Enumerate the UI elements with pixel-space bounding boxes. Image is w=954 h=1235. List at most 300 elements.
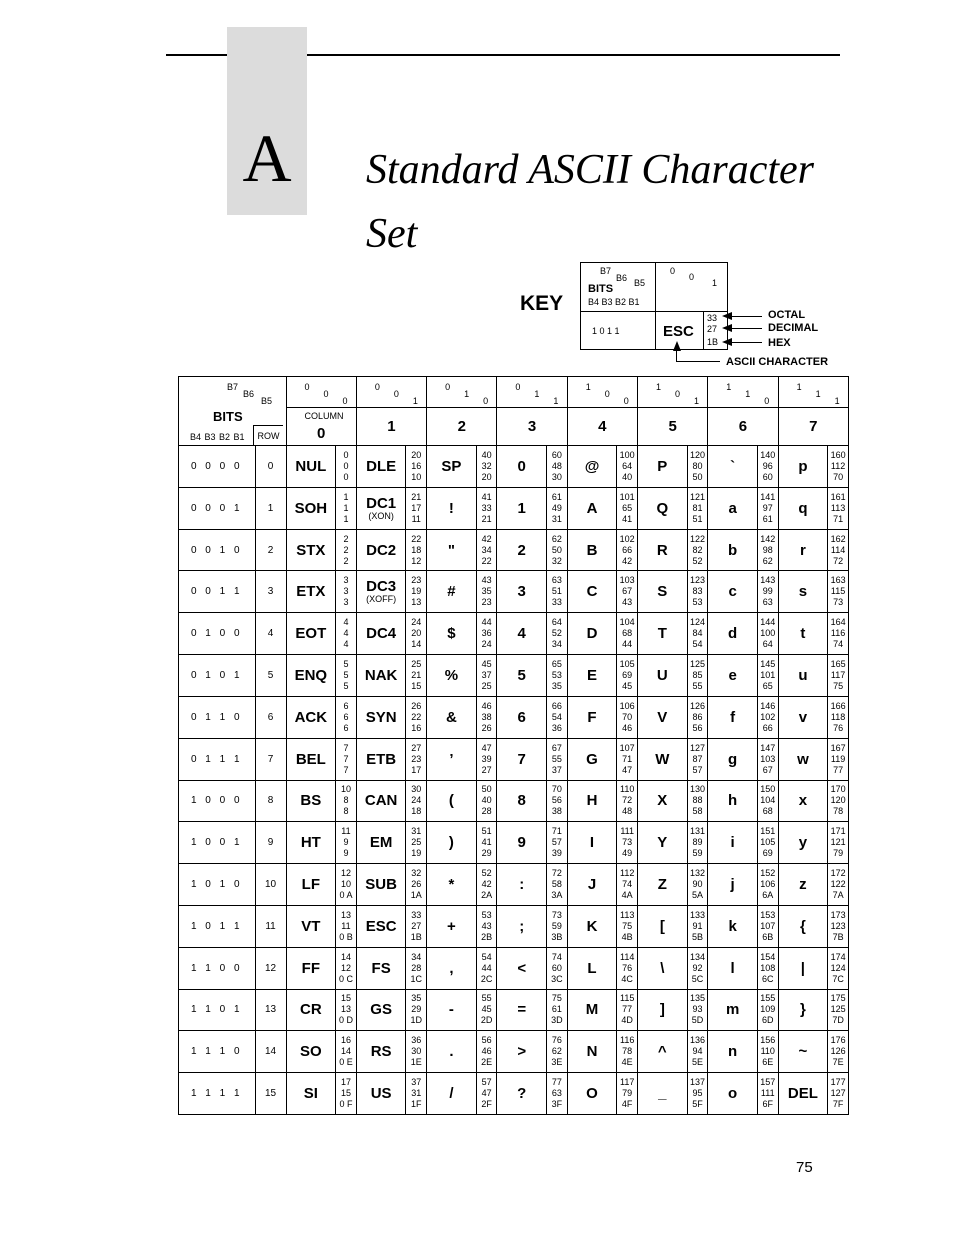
- character-codes: [547, 446, 568, 488]
- character-glyph: K: [586, 917, 598, 935]
- col-bit-b7: 0: [515, 382, 521, 392]
- octal-value: 165: [830, 658, 846, 669]
- octal-value: 176: [830, 1035, 846, 1046]
- octal-value: 172: [830, 868, 846, 879]
- decimal-value: 81: [692, 502, 703, 513]
- character-glyph: =: [517, 1001, 527, 1019]
- character-codes: [336, 655, 357, 697]
- character-glyph: 5: [517, 666, 526, 684]
- character-codes: [336, 571, 357, 613]
- ascii-character: [638, 696, 688, 738]
- ascii-character: [778, 655, 828, 697]
- decimal-value: 64: [622, 460, 633, 471]
- octal-value: 43: [481, 575, 492, 586]
- character-codes: [757, 780, 778, 822]
- column-number: 1: [356, 408, 426, 446]
- decimal-value: 21: [411, 669, 422, 680]
- character-codes: [828, 1073, 849, 1115]
- column-bits: [567, 377, 637, 408]
- hex-value: 19: [411, 848, 422, 859]
- character-codes: [336, 738, 357, 780]
- hex-value: 3F: [551, 1099, 563, 1110]
- character-glyph: o: [728, 1085, 738, 1103]
- octal-value: 110: [619, 784, 635, 795]
- hex-value: 7A: [832, 890, 844, 901]
- ascii-character: [286, 487, 336, 529]
- hex-value: 75: [833, 680, 844, 691]
- character-glyph: y: [798, 834, 808, 852]
- character-codes: [828, 446, 849, 488]
- octal-value: 51: [481, 826, 492, 837]
- row-bits: 0 1 0 0: [179, 613, 256, 655]
- ascii-character: [567, 947, 617, 989]
- hex-value: 18: [411, 806, 422, 817]
- character-glyph: X: [657, 792, 668, 810]
- row-bits: 0 1 0 1: [179, 655, 256, 697]
- hex-value: 2D: [480, 1015, 493, 1026]
- column-bits: [356, 377, 426, 408]
- character-codes: [757, 446, 778, 488]
- col-bit-b6: 1: [745, 389, 751, 399]
- ascii-character: [427, 1073, 477, 1115]
- character-glyph: DLE: [366, 457, 397, 475]
- character-glyph: z: [799, 876, 807, 894]
- character-glyph: @: [584, 457, 600, 475]
- hex-value: 36: [551, 722, 562, 733]
- decimal-value: 17: [411, 502, 422, 513]
- character-glyph: 6: [517, 708, 526, 726]
- ascii-character: [286, 1073, 336, 1115]
- ascii-character: [427, 822, 477, 864]
- row-bits: 1 0 1 0: [179, 864, 256, 906]
- octal-value: 71: [551, 826, 562, 837]
- octal-value: 77: [551, 1077, 562, 1088]
- octal-value: 64: [551, 617, 562, 628]
- octal-value: 50: [481, 784, 492, 795]
- octal-value: 60: [551, 449, 562, 460]
- character-codes: [406, 613, 427, 655]
- character-codes: [687, 655, 708, 697]
- table-row: [179, 780, 849, 822]
- character-note: (XOFF): [366, 594, 397, 605]
- character-glyph: EM: [369, 834, 393, 852]
- ascii-character: [567, 613, 617, 655]
- ascii-character: [638, 1073, 688, 1115]
- character-glyph: 0: [517, 457, 526, 475]
- hex-value: 79: [833, 848, 844, 859]
- ascii-character: [497, 864, 547, 906]
- col-bit-b5: 1: [412, 396, 418, 406]
- ascii-character: [497, 1031, 547, 1073]
- row-number: 14: [255, 1031, 286, 1073]
- ascii-character: [427, 1031, 477, 1073]
- decimal-value: 118: [830, 711, 846, 722]
- row-number: 2: [255, 529, 286, 571]
- decimal-value: 50: [551, 544, 562, 555]
- character-glyph: v: [798, 708, 808, 726]
- character-glyph: R: [656, 541, 668, 559]
- hex-value: 61: [762, 513, 773, 524]
- hex-value: 7D: [832, 1015, 844, 1026]
- ascii-character: [356, 947, 406, 989]
- decimal-value: 4: [343, 628, 349, 639]
- row-number: 13: [255, 989, 286, 1031]
- octal-value: 136: [689, 1035, 705, 1046]
- ascii-character: [427, 655, 477, 697]
- octal-value: 63: [551, 575, 562, 586]
- character-codes: [406, 738, 427, 780]
- row-bits: 0 1 1 0: [179, 696, 256, 738]
- key-divider: [581, 311, 727, 312]
- decimal-value: 11: [341, 920, 351, 931]
- decimal-value: 123: [830, 920, 846, 931]
- ascii-character: [356, 487, 406, 529]
- hex-value: 2A: [481, 890, 493, 901]
- character-codes: [547, 696, 568, 738]
- octal-value: 151: [760, 826, 776, 837]
- decimal-value: 27: [411, 920, 422, 931]
- character-codes: [406, 947, 427, 989]
- character-glyph: 8: [517, 792, 526, 810]
- octal-value: 125: [689, 658, 705, 669]
- octal-value: 166: [830, 700, 846, 711]
- character-glyph: G: [586, 750, 598, 768]
- character-codes: [687, 1073, 708, 1115]
- character-glyph: SUB: [365, 876, 397, 894]
- column-number: 4: [567, 408, 637, 446]
- decimal-value: 20: [411, 628, 422, 639]
- character-glyph: }: [799, 1001, 806, 1019]
- octal-value: 156: [760, 1035, 776, 1046]
- character-glyph: F: [587, 708, 597, 726]
- character-glyph: 7: [517, 750, 526, 768]
- decimal-value: 5: [343, 669, 349, 680]
- character-glyph: e: [728, 666, 737, 684]
- ascii-character: [356, 822, 406, 864]
- octal-value: 75: [551, 993, 562, 1004]
- character-glyph: r: [799, 541, 806, 559]
- ascii-character: [427, 529, 477, 571]
- octal-value: 22: [411, 533, 422, 544]
- character-codes: [476, 487, 497, 529]
- ascii-character: [638, 905, 688, 947]
- decimal-value: 40: [481, 795, 492, 806]
- hex-value: 4F: [621, 1099, 633, 1110]
- ascii-character: [427, 864, 477, 906]
- character-note: (XON): [368, 510, 394, 521]
- header-bits-low: B4 B3 B2 B1: [190, 432, 245, 442]
- col-bit-b5: 0: [764, 396, 770, 406]
- character-codes: [757, 822, 778, 864]
- table-row: [179, 989, 849, 1031]
- character-glyph: V: [657, 708, 668, 726]
- character-codes: [617, 696, 638, 738]
- ascii-character: [356, 864, 406, 906]
- octal-value: 153: [760, 909, 776, 920]
- character-codes: [617, 613, 638, 655]
- hex-value: 41: [622, 513, 633, 524]
- octal-value: 20: [411, 449, 422, 460]
- character-glyph: |: [800, 959, 805, 977]
- ascii-character: [778, 696, 828, 738]
- hex-value: 63: [762, 597, 773, 608]
- hex-value: 3: [343, 597, 349, 608]
- ascii-character: [567, 1031, 617, 1073]
- decimal-value: 127: [830, 1088, 846, 1099]
- character-codes: [687, 613, 708, 655]
- character-codes: [476, 446, 497, 488]
- hex-value: 55: [692, 680, 703, 691]
- ascii-character: [497, 1073, 547, 1115]
- character-glyph: RS: [370, 1043, 392, 1061]
- character-codes: [406, 1073, 427, 1115]
- character-glyph: H: [586, 792, 598, 810]
- ascii-character: [778, 989, 828, 1031]
- key-char: ESC: [663, 323, 694, 340]
- hex-value: 38: [551, 806, 562, 817]
- ascii-character: [286, 529, 336, 571]
- octal-value: 31: [411, 826, 422, 837]
- decimal-value: 120: [830, 795, 846, 806]
- character-codes: [687, 571, 708, 613]
- character-codes: [336, 864, 357, 906]
- ascii-character: [567, 1073, 617, 1115]
- character-codes: [757, 905, 778, 947]
- ascii-character: [497, 738, 547, 780]
- row-bits: 1 0 0 0: [179, 780, 256, 822]
- decimal-value: 24: [411, 795, 422, 806]
- decimal-value: 48: [551, 460, 562, 471]
- hex-value: 0 A: [339, 890, 353, 901]
- decimal-value: 84: [692, 628, 703, 639]
- hex-value: 66: [762, 722, 773, 733]
- column-number: 7: [778, 408, 848, 446]
- character-codes: [617, 905, 638, 947]
- octal-value: 137: [689, 1077, 705, 1088]
- decimal-value: 54: [551, 711, 562, 722]
- character-codes: [617, 529, 638, 571]
- row-word-label: ROW: [253, 425, 283, 445]
- ascii-character: [286, 696, 336, 738]
- ascii-character: [356, 780, 406, 822]
- ascii-character: [778, 780, 828, 822]
- hex-value: 1E: [410, 1057, 422, 1068]
- octal-value: 2: [343, 533, 349, 544]
- hex-value: 0 B: [339, 931, 353, 942]
- header-bit-b5: B5: [261, 396, 273, 406]
- decimal-value: 124: [830, 962, 846, 973]
- octal-value: 142: [760, 533, 776, 544]
- arrow-line: [676, 361, 720, 362]
- ascii-character: [427, 696, 477, 738]
- octal-value: 35: [411, 993, 422, 1004]
- ascii-character: [356, 989, 406, 1031]
- octal-value: 27: [411, 742, 422, 753]
- ascii-character: [567, 696, 617, 738]
- hex-value: 78: [833, 806, 844, 817]
- decimal-value: 90: [692, 879, 703, 890]
- octal-value: 65: [551, 658, 562, 669]
- legend-decimal: DECIMAL: [768, 322, 819, 334]
- page-number: 75: [796, 1159, 813, 1176]
- character-codes: [687, 1031, 708, 1073]
- ascii-character: [567, 738, 617, 780]
- decimal-value: 70: [622, 711, 633, 722]
- hex-value: 1C: [410, 973, 423, 984]
- ascii-character: [427, 989, 477, 1031]
- ascii-character: [427, 738, 477, 780]
- decimal-value: 8: [343, 795, 349, 806]
- character-codes: [406, 655, 427, 697]
- table-row: [179, 613, 849, 655]
- hex-value: 57: [692, 764, 703, 775]
- decimal-value: 34: [481, 544, 492, 555]
- row-bits: 1 0 1 1: [179, 905, 256, 947]
- character-glyph: %: [444, 666, 459, 684]
- character-glyph: N: [586, 1043, 598, 1061]
- decimal-value: 16: [411, 460, 422, 471]
- octal-value: 177: [830, 1077, 846, 1088]
- ascii-character: [708, 947, 758, 989]
- decimal-value: 121: [830, 837, 846, 848]
- character-glyph: {: [799, 917, 806, 935]
- ascii-character: [638, 571, 688, 613]
- character-glyph: b: [728, 541, 738, 559]
- ascii-character: [708, 1031, 758, 1073]
- hex-value: 24: [481, 639, 492, 650]
- octal-value: 13: [340, 909, 351, 920]
- character-glyph: E: [587, 666, 598, 684]
- decimal-value: 49: [551, 502, 562, 513]
- hex-value: 7F: [832, 1099, 844, 1110]
- octal-value: 47: [481, 742, 492, 753]
- decimal-value: 1: [343, 502, 349, 513]
- decimal-value: 76: [622, 962, 633, 973]
- ascii-character: [708, 529, 758, 571]
- decimal-value: 78: [622, 1046, 633, 1057]
- ascii-character: [567, 529, 617, 571]
- character-glyph: U: [656, 666, 668, 684]
- ascii-character: [286, 446, 336, 488]
- decimal-value: 109: [760, 1004, 776, 1015]
- page-title: Standard ASCII Character Set: [366, 147, 814, 257]
- ascii-character: [638, 780, 688, 822]
- character-codes: [828, 738, 849, 780]
- character-codes: [476, 905, 497, 947]
- octal-value: 146: [760, 700, 776, 711]
- ascii-character: [286, 947, 336, 989]
- ascii-character: [356, 1031, 406, 1073]
- octal-value: 132: [689, 868, 705, 879]
- character-codes: [547, 780, 568, 822]
- hex-value: 21: [481, 513, 492, 524]
- decimal-value: 31: [411, 1088, 422, 1099]
- character-codes: [336, 905, 357, 947]
- decimal-value: 117: [830, 669, 846, 680]
- hex-value: 43: [622, 597, 633, 608]
- character-glyph: ^: [657, 1043, 667, 1061]
- header-bits-word: BITS: [213, 409, 243, 424]
- character-codes: [687, 446, 708, 488]
- hex-value: 60: [762, 471, 773, 482]
- ascii-character: [638, 947, 688, 989]
- character-glyph: n: [728, 1043, 738, 1061]
- ascii-character: [286, 864, 336, 906]
- character-codes: [336, 446, 357, 488]
- ascii-character: [708, 446, 758, 488]
- decimal-value: 126: [830, 1046, 846, 1057]
- octal-value: 24: [411, 617, 422, 628]
- ascii-character: [356, 613, 406, 655]
- decimal-value: 116: [830, 628, 846, 639]
- character-glyph: \: [660, 959, 665, 977]
- hex-value: 3C: [551, 973, 563, 984]
- key-diagram: [580, 262, 728, 350]
- ascii-character: [708, 822, 758, 864]
- ascii-character: [427, 446, 477, 488]
- row-number: 11: [255, 905, 286, 947]
- decimal-value: 72: [622, 795, 633, 806]
- octal-value: 150: [760, 784, 776, 795]
- octal-value: 123: [689, 575, 705, 586]
- character-glyph: ?: [517, 1085, 527, 1103]
- character-glyph: +: [447, 917, 456, 935]
- ascii-character: [427, 780, 477, 822]
- octal-value: 174: [830, 951, 846, 962]
- octal-value: 42: [481, 533, 492, 544]
- character-codes: [687, 864, 708, 906]
- hex-value: 2B: [481, 931, 493, 942]
- hex-value: 50: [692, 471, 703, 482]
- character-glyph: Y: [657, 834, 668, 852]
- col-bit-b6: 0: [323, 389, 329, 399]
- column-word: COLUMN: [304, 411, 344, 421]
- ascii-character: [497, 947, 547, 989]
- ascii-character: [708, 571, 758, 613]
- character-codes: [476, 822, 497, 864]
- character-glyph: t: [800, 625, 806, 643]
- character-glyph: ETB: [366, 750, 397, 768]
- octal-value: 155: [760, 993, 776, 1004]
- character-glyph: <: [517, 959, 527, 977]
- arrow-up-icon: [673, 341, 681, 351]
- row-number: 0: [255, 446, 286, 488]
- character-glyph: FF: [301, 959, 320, 977]
- col-bit-b6: 1: [534, 389, 540, 399]
- character-codes: [406, 1031, 427, 1073]
- octal-value: 36: [411, 1035, 422, 1046]
- decimal-value: 111: [760, 1088, 775, 1099]
- character-glyph: ": [447, 541, 455, 559]
- character-codes: [547, 738, 568, 780]
- header-bit-b7: B7: [227, 382, 239, 392]
- character-codes: [547, 864, 568, 906]
- character-glyph: DC4: [366, 625, 397, 643]
- octal-value: 122: [689, 533, 705, 544]
- ascii-character: [567, 822, 617, 864]
- hex-value: 44: [622, 639, 633, 650]
- hex-value: 70: [833, 471, 844, 482]
- octal-value: 46: [481, 700, 492, 711]
- character-glyph: 4: [517, 625, 526, 643]
- octal-value: 72: [551, 868, 562, 879]
- col-bit-b5: 1: [694, 396, 700, 406]
- character-glyph: !: [448, 499, 454, 517]
- hex-value: 42: [622, 555, 633, 566]
- key-val-b6: 0: [689, 272, 695, 282]
- decimal-value: 10: [340, 879, 351, 890]
- col-bit-b6: 1: [464, 389, 470, 399]
